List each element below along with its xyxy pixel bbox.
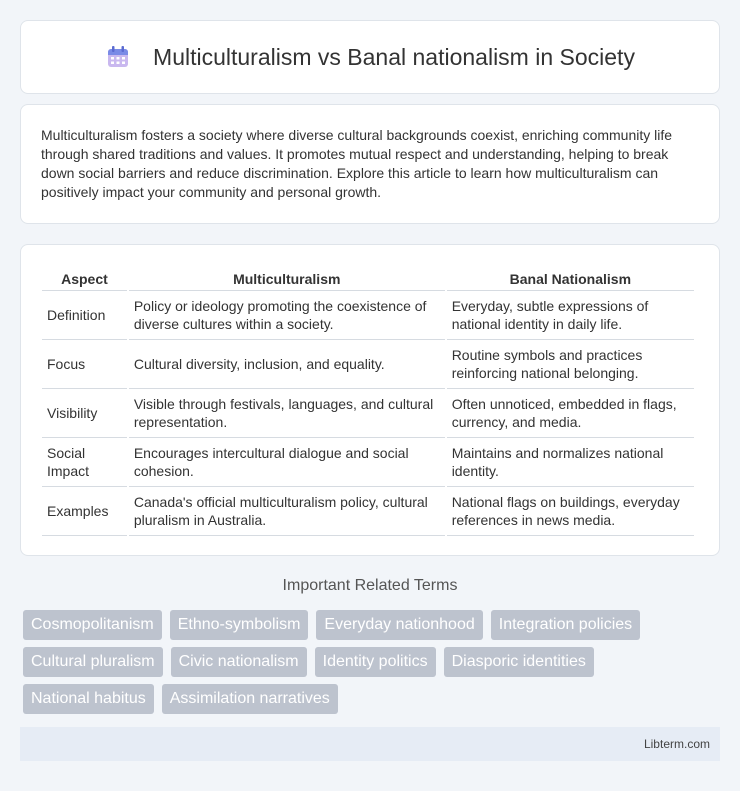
table-row — [42, 487, 694, 536]
term-chip-everyday-nationhood[interactable]: Everyday nationhood — [316, 610, 482, 640]
calendar-icon — [105, 44, 131, 70]
term-chip-assimilation-narratives[interactable]: Assimilation narratives — [162, 684, 338, 714]
multiculturalism-cell: Encourages intercultural dialogue and social cohesion. — [129, 438, 445, 487]
table-row — [42, 438, 694, 487]
aspect-cell: Examples — [42, 487, 127, 536]
column-header-aspect: Aspect — [42, 267, 127, 291]
multiculturalism-cell: Policy or ideology promoting the coexistence of diverse cultures within a society. — [129, 291, 445, 340]
term-chip-integration-policies[interactable]: Integration policies — [491, 610, 640, 640]
term-chip-cultural-pluralism[interactable]: Cultural pluralism — [23, 647, 163, 677]
comparison-table — [40, 267, 696, 536]
table-row — [42, 291, 694, 340]
aspect-cell: Visibility — [42, 389, 127, 438]
term-chip-civic-nationalism[interactable]: Civic nationalism — [171, 647, 307, 677]
column-header-multiculturalism: Multiculturalism — [129, 267, 445, 291]
intro-card — [20, 104, 720, 224]
table-header-row — [42, 267, 694, 291]
banal-nationalism-cell: National flags on buildings, everyday references in news media. — [447, 487, 694, 536]
column-header-banal-nationalism: Banal Nationalism — [447, 267, 694, 291]
banal-nationalism-cell: Routine symbols and practices reinforcing national belonging. — [447, 340, 694, 389]
aspect-cell: Definition — [42, 291, 127, 340]
multiculturalism-cell: Canada's official multiculturalism policy, cultural pluralism in Australia. — [129, 487, 445, 536]
term-chip-cosmopolitanism[interactable]: Cosmopolitanism — [23, 610, 162, 640]
multiculturalism-cell: Visible through festivals, languages, and cultural representation. — [129, 389, 445, 438]
multiculturalism-cell: Cultural diversity, inclusion, and equality. — [129, 340, 445, 389]
footer-site-link[interactable]: Libterm.com — [643, 737, 710, 751]
banal-nationalism-cell: Maintains and normalizes national identity. — [447, 438, 694, 487]
table-row — [42, 340, 694, 389]
intro-paragraph: Multiculturalism fosters a society where diverse cultural backgrounds coexist, enriching community life through shared traditions and values. It promotes mutual respect and understanding, helping to break down social barriers and reduce discrimination. Explore this article to learn how multiculturalism can positively impact your community and personal growth. — [41, 127, 673, 200]
term-chip-ethno-symbolism[interactable]: Ethno-symbolism — [170, 610, 309, 640]
term-chip-national-habitus[interactable]: National habitus — [23, 684, 154, 714]
footer — [20, 727, 720, 761]
aspect-cell: Focus — [42, 340, 127, 389]
page-title: Multiculturalism vs Banal nationalism in Society — [153, 43, 635, 70]
banal-nationalism-cell: Often unnoticed, embedded in flags, currency, and media. — [447, 389, 694, 438]
table-row — [42, 389, 694, 438]
comparison-card — [20, 244, 720, 556]
term-chip-identity-politics[interactable]: Identity politics — [315, 647, 436, 677]
related-terms-list — [23, 610, 723, 714]
banal-nationalism-cell: Everyday, subtle expressions of national identity in daily life. — [447, 291, 694, 340]
related-terms-heading: Important Related Terms — [282, 577, 458, 594]
aspect-cell: Social Impact — [42, 438, 127, 487]
term-chip-diasporic-identities[interactable]: Diasporic identities — [444, 647, 594, 677]
title-card — [20, 20, 720, 94]
